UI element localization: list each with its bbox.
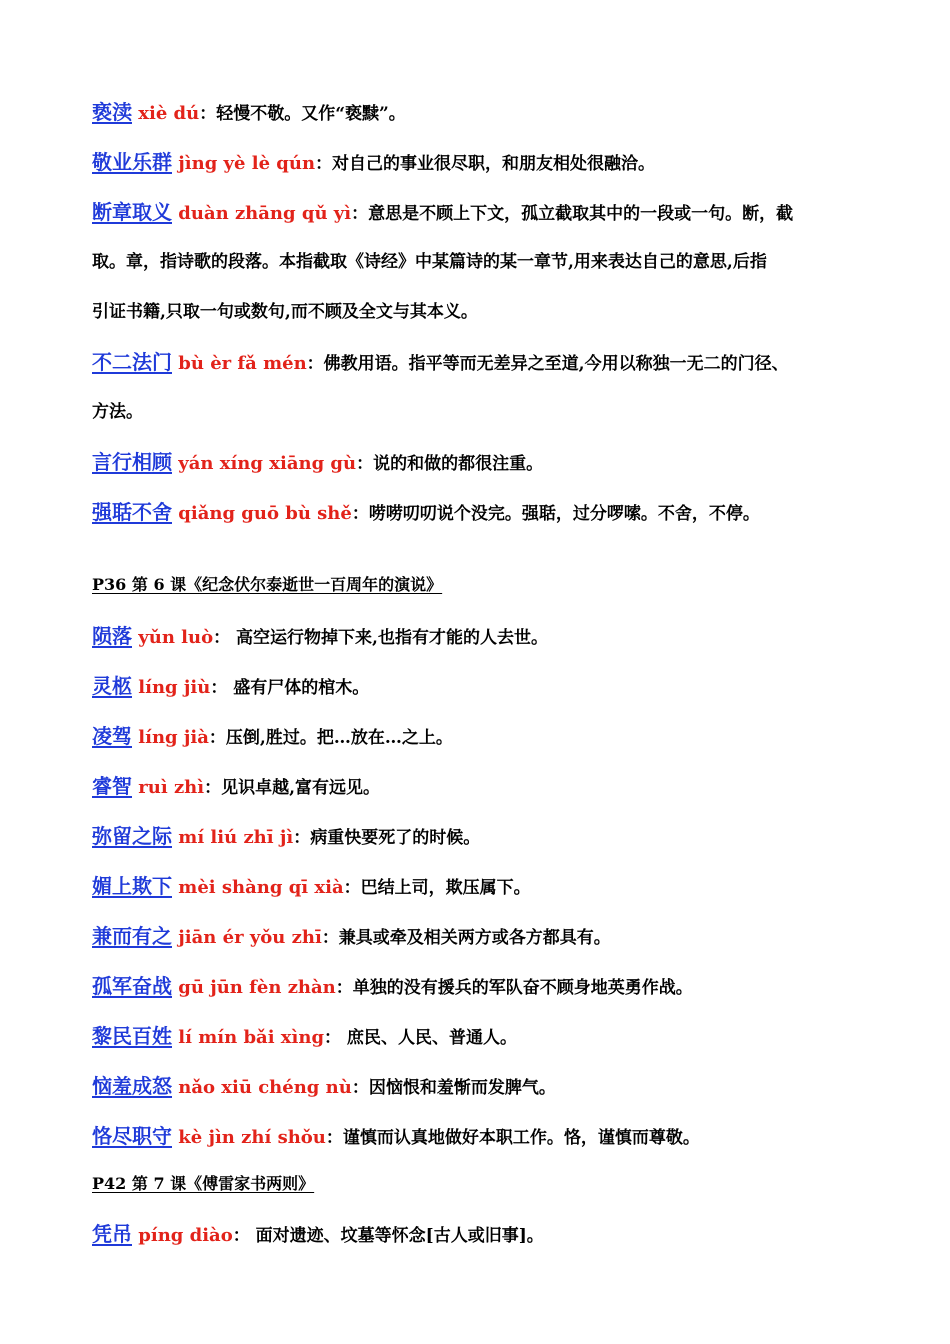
vocab-entry-yanxingxianggu	[92, 450, 862, 476]
vocab-pinyin: yán xíng xiāng gù	[172, 453, 357, 474]
vocab-definition: ：唠唠叨叨说个没完。强聒，过分啰嗦。不舍，不停。	[351, 504, 760, 524]
vocab-entry-lingjiu	[92, 674, 862, 700]
vocab-entry-jianeryouzhi	[92, 924, 862, 950]
vocab-definition: ：谨慎而认真地做好本职工作。恪，谨慎而尊敬。	[325, 1128, 700, 1148]
vocab-entry-lingjia	[92, 724, 862, 750]
vocab-term: 媚上欺下	[92, 874, 172, 898]
vocab-entry-pingdiao	[92, 1222, 862, 1248]
vocab-term: 黎民百姓	[92, 1024, 172, 1048]
vocab-pinyin: mí liú zhī jì	[172, 827, 294, 848]
vocab-definition: ： 庶民、人民、普通人。	[324, 1028, 517, 1048]
vocab-term: 敬业乐群	[92, 150, 172, 174]
vocab-pinyin: qiǎng guō bù shě	[172, 503, 352, 524]
vocab-definition: ：轻慢不敬。又作“亵黩”。	[199, 104, 406, 124]
vocab-term: 凭吊	[92, 1222, 132, 1246]
vocab-term: 陨落	[92, 624, 132, 648]
vocab-pinyin: nǎo xiū chéng nù	[172, 1077, 352, 1098]
vocab-pinyin: kè jìn zhí shǒu	[172, 1127, 326, 1148]
lesson-heading: P36 第 6 课《纪念伏尔泰逝世一百周年的演说》	[92, 575, 443, 594]
vocab-pinyin: gū jūn fèn zhàn	[172, 977, 336, 998]
vocab-entry-duanzhangquyi	[92, 200, 862, 226]
vocab-definition: ：单独的没有援兵的军队奋不顾身地英勇作战。	[335, 978, 693, 998]
vocab-definition: ：见识卓越,富有远见。	[204, 778, 381, 798]
vocab-definition: ：意思是不顾上下文，孤立截取其中的一段或一句。断，截	[351, 204, 794, 224]
vocab-pinyin: bù èr fǎ mén	[172, 353, 307, 374]
vocab-entry-miliuzhiji	[92, 824, 862, 850]
vocab-term: 灵柩	[92, 674, 132, 698]
vocab-entry-ruizhi	[92, 774, 862, 800]
vocab-entry-qiangguobushe	[92, 500, 862, 526]
vocab-definition-continued: 引证书籍,只取一句或数句,而不顾及全文与其本义。	[92, 302, 478, 322]
vocab-entry-xiedu	[92, 100, 862, 126]
vocab-entry-liminbaixing	[92, 1024, 862, 1050]
vocab-term: 恼羞成怒	[92, 1074, 172, 1098]
vocab-definition: ：说的和做的都很注重。	[356, 454, 544, 474]
vocab-definition: ： 高空运行物掉下来,也指有才能的人去世。	[213, 628, 548, 648]
vocab-term: 孤军奋战	[92, 974, 172, 998]
vocab-term: 亵渎	[92, 100, 132, 124]
vocab-definition: ：巴结上司，欺压属下。	[343, 878, 531, 898]
vocab-entry-naoxiuchengnu	[92, 1074, 862, 1100]
vocab-term: 兼而有之	[92, 924, 172, 948]
vocab-pinyin: yǔn luò	[132, 627, 214, 648]
vocab-term: 恪尽职守	[92, 1124, 172, 1148]
vocab-definition: ： 盛有尸体的棺木。	[210, 678, 370, 698]
vocab-term: 弥留之际	[92, 824, 172, 848]
vocab-pinyin: líng jià	[132, 727, 209, 748]
vocab-entry-yunluo	[92, 624, 862, 650]
vocab-definition: ：对自己的事业很尽职，和朋友相处很融洽。	[315, 154, 656, 174]
vocab-pinyin: mèi shàng qī xià	[172, 877, 344, 898]
vocab-definition: ： 面对遗迹、坟墓等怀念[古人或旧事]。	[232, 1226, 544, 1246]
vocab-term: 凌驾	[92, 724, 132, 748]
vocab-pinyin: jìng yè lè qún	[172, 153, 316, 174]
vocab-definition: ：佛教用语。指平等而无差异之至道,今用以称独一无二的门径、	[306, 354, 789, 374]
vocab-pinyin: xiè dú	[132, 103, 200, 124]
vocab-term: 断章取义	[92, 200, 172, 224]
vocab-pinyin: duàn zhāng qǔ yì	[172, 203, 352, 224]
vocab-pinyin: lí mín bǎi xìng	[172, 1027, 325, 1048]
vocab-pinyin: ruì zhì	[132, 777, 205, 798]
vocab-entry-kejinzhishou	[92, 1124, 862, 1150]
vocab-definition: ：病重快要死了的时候。	[293, 828, 481, 848]
vocab-entry-jingyelequn	[92, 150, 862, 176]
vocab-entry-meishangqixia	[92, 874, 862, 900]
vocab-entry-gujunfenzhan	[92, 974, 862, 1000]
vocab-definition: ：压倒,胜过。把…放在…之上。	[208, 728, 453, 748]
vocab-definition: ：因恼恨和羞惭而发脾气。	[351, 1078, 556, 1098]
vocab-term: 言行相顾	[92, 450, 172, 474]
vocab-term: 强聒不舍	[92, 500, 172, 524]
vocab-entry-buerfamen	[92, 350, 862, 376]
vocab-term: 睿智	[92, 774, 132, 798]
vocab-definition-continued: 方法。	[92, 402, 143, 422]
vocab-definition: ：兼具或牵及相关两方或各方都具有。	[321, 928, 611, 948]
vocab-term: 不二法门	[92, 350, 172, 374]
vocab-pinyin: jiān ér yǒu zhī	[172, 927, 322, 948]
lesson-heading: P42 第 7 课《傅雷家书两则》	[92, 1174, 315, 1193]
vocab-definition-continued: 取。章，指诗歌的段落。本指截取《诗经》中某篇诗的某一章节,用来表达自己的意思,后指	[92, 252, 767, 272]
vocab-pinyin: líng jiù	[132, 677, 211, 698]
vocab-pinyin: píng diào	[132, 1225, 233, 1246]
